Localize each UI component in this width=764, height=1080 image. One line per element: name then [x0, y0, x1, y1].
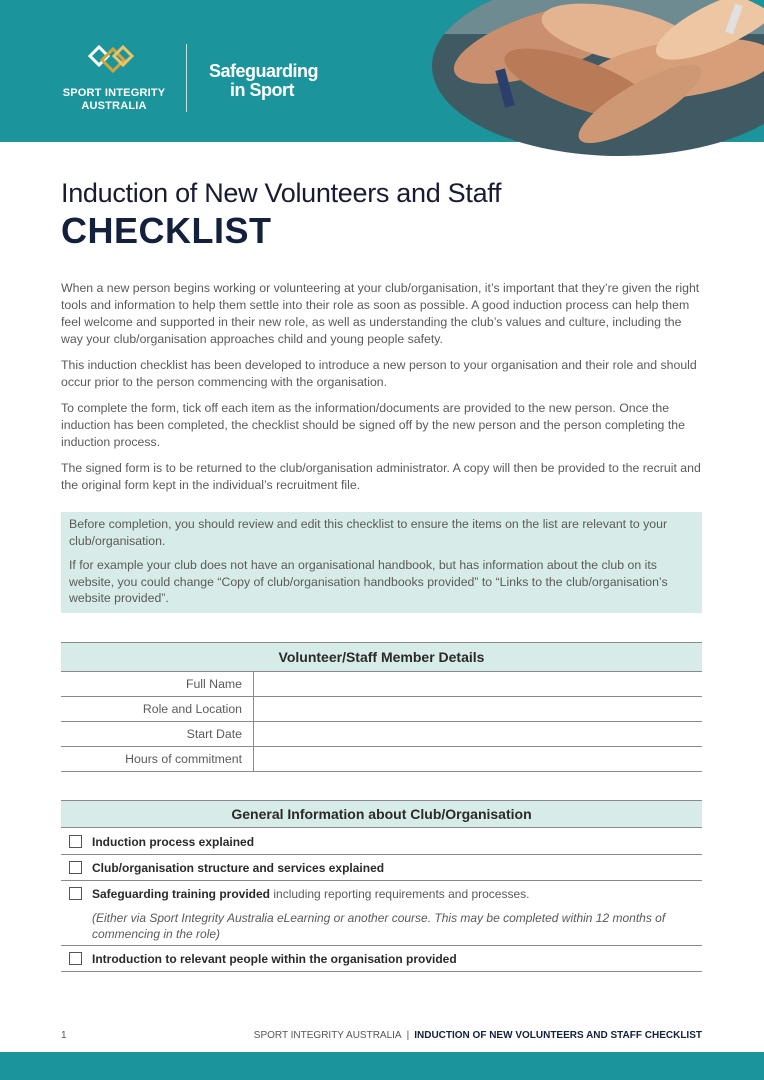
intro-paragraph: When a new person begins working or volunteering at your club/organisation, it’s important that they’re given the right tools and information to help them settle into their role as soon as possible. A good induction process can help them feel welcome and supported in their new role, as well as understanding the club’s values and culture, including the way your club/organisation approaches child and young people safety.: [61, 281, 700, 346]
role-location-field[interactable]: [254, 697, 703, 722]
footer-text: [254, 1030, 702, 1041]
page-title: Induction of New Volunteers and Staff: [61, 178, 502, 208]
footer-doc-title: INDUCTION OF NEW VOLUNTEERS AND STAFF CHECKLIST: [414, 1030, 702, 1041]
hours-commitment-label: Hours of commitment: [61, 747, 254, 772]
intro-paragraph: To complete the form, tick off each item as the information/documents are provided to the new person. Once the induction has been completed, the checklist should be signed off by the new person and the person completing the induction process.: [61, 401, 685, 449]
note-paragraph: If for example your club does not have an organisational handbook, but has information about the club on its website, you could change “Copy of club/organisation handbooks provided” to “Links to the club/organisation’s website provided”.: [69, 558, 668, 605]
checklist-item: [61, 881, 702, 946]
checklist-label: [92, 887, 530, 901]
hours-commitment-field[interactable]: [254, 747, 703, 772]
table-row: [61, 672, 702, 697]
table-row: [61, 747, 702, 772]
checkbox[interactable]: [69, 952, 82, 965]
full-name-field[interactable]: [254, 672, 703, 697]
full-name-label: Full Name: [61, 672, 254, 697]
start-date-label: Start Date: [61, 722, 254, 747]
note-paragraph: Before completion, you should review and edit this checklist to ensure the items on the list are relevant to your club/organisation.: [69, 517, 668, 548]
member-details-table: [61, 642, 702, 772]
member-details-heading: Volunteer/Staff Member Details: [61, 643, 702, 672]
sport-integrity-logo-icon: [88, 40, 134, 80]
checklist-label: Induction process explained: [92, 835, 255, 849]
intro-paragraph: The signed form is to be returned to the club/organisation administrator. A copy will then be provided to the recruit and the original form kept in the individual’s recruitment file.: [61, 461, 701, 492]
editing-note-box: [61, 512, 702, 613]
checklist-item: [61, 828, 702, 855]
page-subtitle: CHECKLIST: [61, 210, 272, 251]
org-name-line1: SPORT INTEGRITY: [62, 87, 166, 99]
checkbox[interactable]: [69, 861, 82, 874]
checklist-item: [61, 946, 702, 972]
footer-org: SPORT INTEGRITY AUSTRALIA: [253, 1030, 402, 1041]
role-location-label: Role and Location: [61, 697, 254, 722]
checklist-label: Club/organisation structure and services explained: [92, 861, 385, 875]
sub-brand-line1: Safeguarding: [209, 61, 319, 81]
sub-brand-line2: in Sport: [230, 80, 294, 100]
hands-together-photo: [430, 0, 764, 158]
page-number: 1: [61, 1030, 67, 1041]
safeguarding-brand: [209, 62, 318, 100]
checklist-label-rest: including reporting requirements and processes.: [270, 887, 530, 901]
start-date-field[interactable]: [254, 722, 703, 747]
intro-paragraph: This induction checklist has been developed to introduce a new person to your organisation and their role and should occur prior to the person commencing with the organisation.: [61, 358, 697, 389]
checkbox[interactable]: [69, 835, 82, 848]
footer-band: [0, 1052, 764, 1080]
checkbox[interactable]: [69, 887, 82, 900]
org-name-line2: AUSTRALIA: [81, 100, 147, 112]
table-row: [61, 697, 702, 722]
footer-separator: |: [406, 1030, 410, 1041]
checklist-label-bold: Safeguarding training provided: [92, 887, 271, 901]
intro-text: [61, 280, 703, 503]
header-divider: [186, 44, 187, 112]
table-row: [61, 722, 702, 747]
org-name: [62, 87, 166, 113]
checklist-note: (Either via Sport Integrity Australia eLearning or another course. This may be completed within 12 months of commencing in the role): [92, 911, 666, 941]
checklist-item: [61, 855, 702, 881]
general-info-heading: General Information about Club/Organisation: [61, 800, 702, 828]
checklist-label: Introduction to relevant people within the organisation provided: [92, 952, 457, 966]
